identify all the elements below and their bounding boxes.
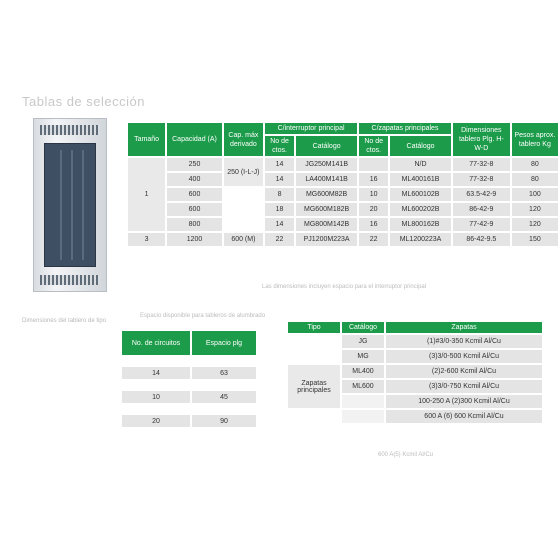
table-row [288, 410, 542, 423]
no-ctos-cell: 22 [265, 233, 294, 246]
col-catalogo-zap: Catálogo [390, 136, 451, 156]
bottom-vent [40, 275, 100, 285]
peso-cell: 120 [512, 203, 558, 216]
capacidad-cell: 250 [167, 158, 222, 171]
catalogo-cell: PJ1200M223A [296, 233, 357, 246]
table-row [122, 367, 256, 379]
col-tipo: Tipo [288, 322, 340, 333]
table2-note: Espacio disponible para tableros de alumbrado [140, 313, 266, 319]
table-row [288, 335, 542, 348]
dimensiones-cell: 77-32-8 [453, 158, 510, 171]
catalogo-cell: ML400 [342, 365, 384, 378]
table-row [128, 203, 558, 216]
table-row [128, 173, 558, 186]
col-no-ctos-int: No de ctos. [265, 136, 294, 156]
peso-cell: 150 [512, 233, 558, 246]
catalogo-cell: ML1200223A [390, 233, 451, 246]
dimensiones-cell: 63.5-42-9 [453, 188, 510, 201]
catalogo-cell [342, 395, 384, 408]
capacidad-cell: 600 [167, 188, 222, 201]
col-zapatas: Zapatas [386, 322, 542, 333]
table1-note: Las dimensiones incluyen espacio para el interruptor principal [262, 284, 427, 290]
table-row [128, 218, 558, 231]
panel-interior [44, 143, 96, 267]
col-cap-max: Cap. máx derivado [224, 123, 263, 156]
catalogo-cell: ML800162B [390, 218, 451, 231]
table-row [122, 415, 256, 427]
catalogo-cell: N/D [390, 158, 451, 171]
catalogo-cell: ML600 [342, 380, 384, 393]
col-dimensiones: Dimensiones tablero Plg. H-W-D [453, 123, 510, 156]
col-espacio: Espacio plg [192, 331, 256, 355]
catalogo-cell [342, 410, 384, 423]
col-catalogo: Catálogo [342, 322, 384, 333]
dimensiones-cell: 77-32-8 [453, 173, 510, 186]
zapatas-cell: (3)3/0-750 Kcmil Al/Cu [386, 380, 542, 393]
zapatas-cell: 100-250 A (2)300 Kcmil Al/Cu [386, 395, 542, 408]
peso-cell: 80 [512, 158, 558, 171]
catalogo-cell: MG600M82B [296, 188, 357, 201]
peso-cell: 100 [512, 188, 558, 201]
col-capacidad: Capacidad (A) [167, 123, 222, 156]
capacidad-cell: 800 [167, 218, 222, 231]
cap-max-blank [224, 188, 263, 231]
no-ctos-cell [359, 158, 388, 171]
espacio-cell: 63 [192, 367, 256, 379]
tipo-cell: Zapatas principales [288, 365, 340, 408]
catalogo-cell: ML600202B [390, 203, 451, 216]
page-title: Tablas de selección [22, 94, 145, 109]
table-row [288, 350, 542, 363]
catalogo-cell: JG [342, 335, 384, 348]
dimensiones-cell: 77-42-9 [453, 218, 510, 231]
catalogo-cell: MG800M142B [296, 218, 357, 231]
circuitos-cell: 14 [122, 367, 190, 379]
table-row [288, 365, 542, 378]
col-zapatas: C/zapatas principales [359, 123, 451, 134]
col-circuitos: No. de circuitos [122, 331, 190, 355]
circuits-space-table [120, 329, 258, 429]
no-ctos-cell: 8 [265, 188, 294, 201]
zapatas-cell: (2)2-600 Kcmil Al/Cu [386, 365, 542, 378]
no-ctos-cell: 10 [359, 188, 388, 201]
col-tamano: Tamaño [128, 123, 165, 156]
peso-cell: 80 [512, 173, 558, 186]
tamano-cell: 1 [128, 158, 165, 231]
catalogo-cell: MG600M182B [296, 203, 357, 216]
table-row [128, 188, 558, 201]
table-row [128, 158, 558, 171]
zapatas-cell: (1)#3/0-350 Kcmil Al/Cu [386, 335, 542, 348]
no-ctos-cell: 18 [265, 203, 294, 216]
col-interruptor: C/interruptor principal [265, 123, 357, 134]
no-ctos-cell: 14 [265, 158, 294, 171]
no-ctos-cell: 22 [359, 233, 388, 246]
no-ctos-cell: 16 [359, 218, 388, 231]
catalogo-cell: ML400161B [390, 173, 451, 186]
zapatas-table [286, 320, 544, 425]
top-vent [40, 125, 100, 135]
no-ctos-cell: 20 [359, 203, 388, 216]
panelboard-image [33, 118, 107, 292]
tamano-cell: 3 [128, 233, 165, 246]
col-peso: Pesos aprox. tablero Kg [512, 123, 558, 156]
image-caption: Dimensiones del tablero de tipo [22, 318, 107, 324]
selection-table [126, 121, 560, 248]
table3-note: 600 A(5) Kcmil Al/Cu [378, 452, 434, 458]
catalogo-cell: MG [342, 350, 384, 363]
no-ctos-cell: 16 [359, 173, 388, 186]
espacio-cell: 90 [192, 415, 256, 427]
zapatas-cell: (3)3/0-500 Kcmil Al/Cu [386, 350, 542, 363]
catalogo-cell: ML600102B [390, 188, 451, 201]
capacidad-cell: 400 [167, 173, 222, 186]
col-no-ctos-zap: No de ctos. [359, 136, 388, 156]
circuitos-cell: 10 [122, 391, 190, 403]
dimensiones-cell: 86-42-9 [453, 203, 510, 216]
table-row [128, 233, 558, 246]
peso-cell: 120 [512, 218, 558, 231]
col-catalogo-int: Catálogo [296, 136, 357, 156]
no-ctos-cell: 14 [265, 218, 294, 231]
dimensiones-cell: 86-42-9.5 [453, 233, 510, 246]
circuitos-cell: 20 [122, 415, 190, 427]
catalogo-cell: LA400M141B [296, 173, 357, 186]
cap-max-cell: 600 (M) [224, 233, 263, 246]
cap-max-cell: 250 (I-L-J) [224, 158, 263, 186]
zapatas-cell: 600 A (6) 600 Kcmil Al/Cu [386, 410, 542, 423]
capacidad-cell: 600 [167, 203, 222, 216]
catalogo-cell: JG250M141B [296, 158, 357, 171]
no-ctos-cell: 14 [265, 173, 294, 186]
table-row [122, 391, 256, 403]
capacidad-cell: 1200 [167, 233, 222, 246]
espacio-cell: 45 [192, 391, 256, 403]
